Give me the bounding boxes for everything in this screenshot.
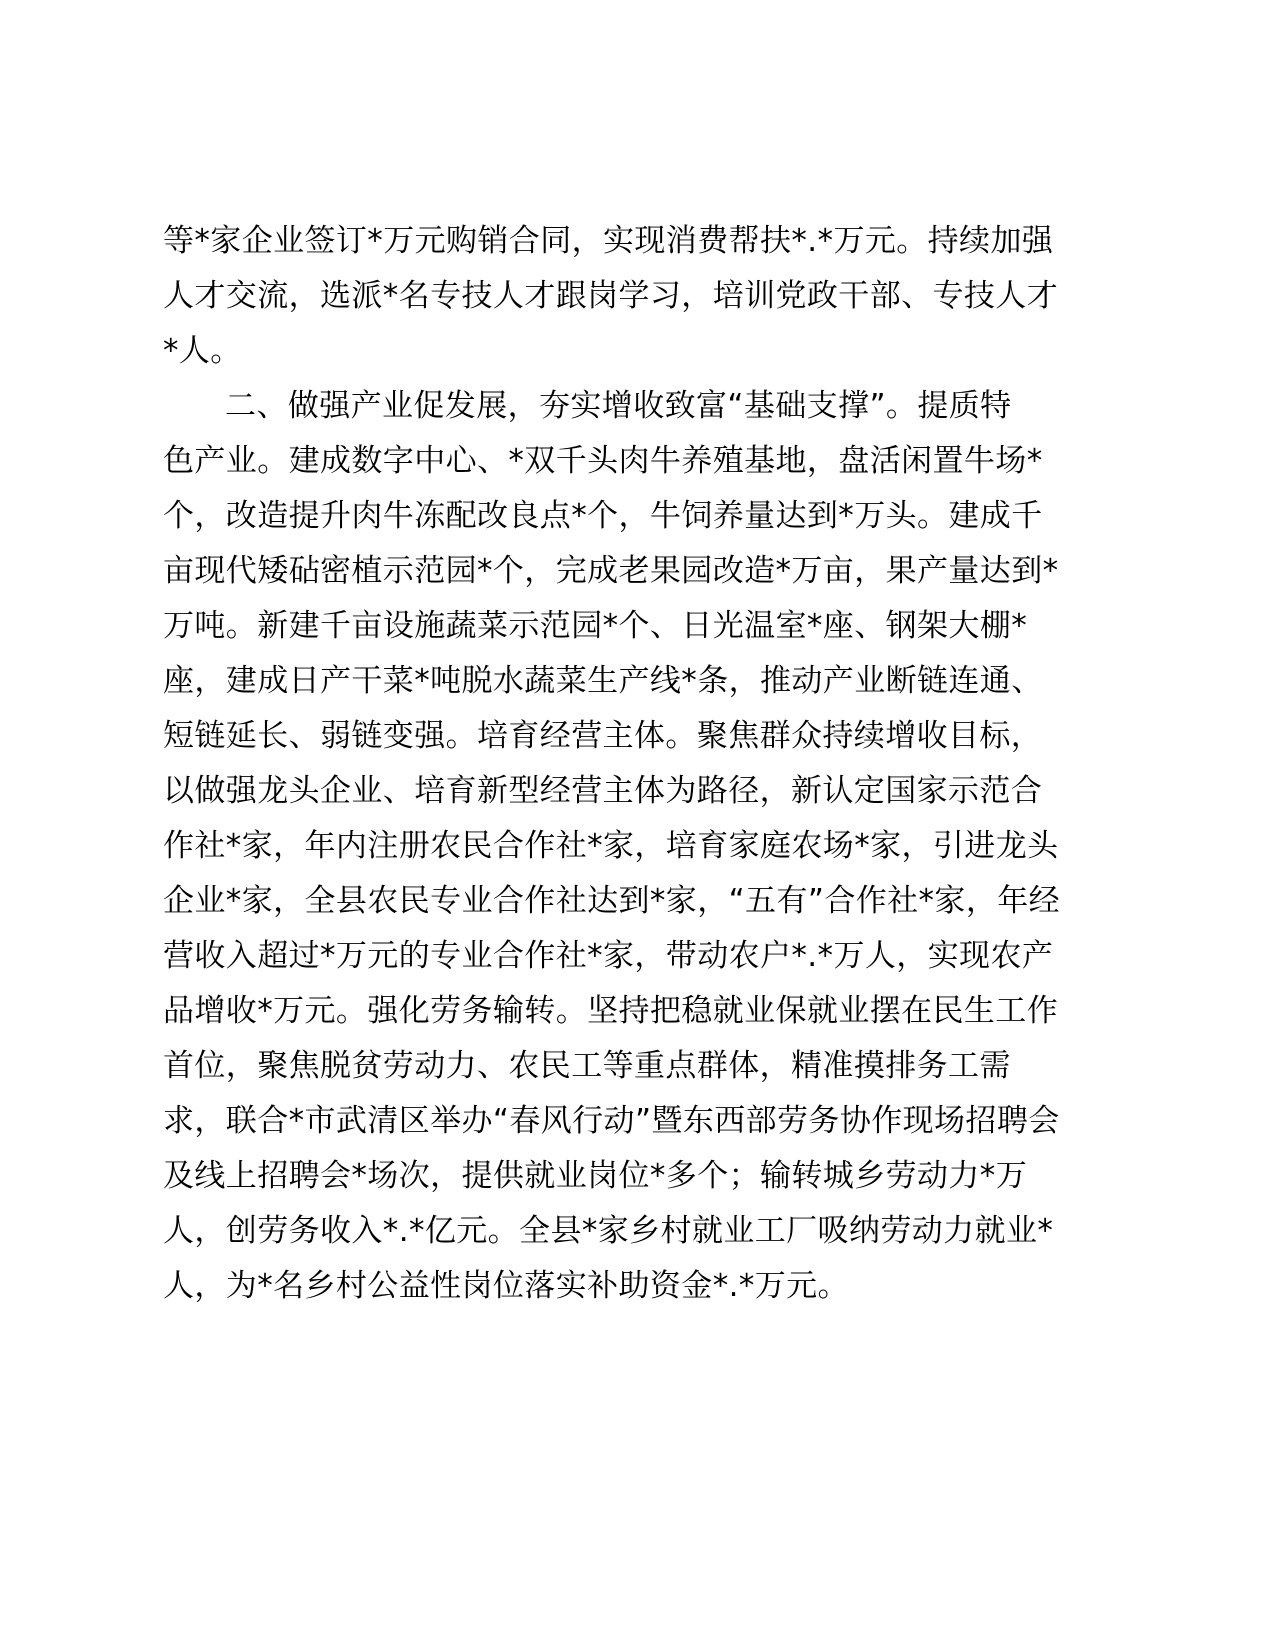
- text-line: 及线上招聘会*场次，提供就业岗位*多个；输转城乡劳动力*万: [163, 1158, 1028, 1194]
- text-line: 品增收*万元。强化劳务输转。坚持把稳就业保就业摆在民生工作: [163, 993, 1059, 1029]
- text-line: 作社*家，年内注册农民合作社*家，培育家庭农场*家，引进龙头: [163, 828, 1059, 864]
- text-line: 人才交流，选派*名专技人才跟岗学习，培训党政干部、专技人才: [163, 278, 1059, 314]
- text-line: 求，联合*市武清区举办“春风行动”暨东西部劳务协作现场招聘会: [163, 1103, 1060, 1139]
- text-line: 短链延长、弱链变强。培育经营主体。聚焦群众持续增收目标，: [163, 718, 1043, 754]
- text-line: 首位，聚焦脱贫劳动力、农民工等重点群体，精准摸排务工需: [163, 1048, 1011, 1084]
- text-line: 万吨。新建千亩设施蔬菜示范园*个、日光温室*座、钢架大棚*: [163, 608, 1028, 644]
- text-line: 企业*家，全县农民专业合作社达到*家，“五有”合作社*家，年经: [163, 883, 1061, 919]
- text-line: *人。: [163, 333, 242, 369]
- text-line: 人，创劳务收入*.*亿元。全县*家乡村就业工厂吸纳劳动力就业*: [163, 1213, 1054, 1249]
- text-line: 等*家企业签订*万元购销合同，实现消费帮扶*.*万元。持续加强: [163, 223, 1054, 259]
- text-line: 以做强龙头企业、培育新型经营主体为路径，新认定国家示范合: [163, 773, 1043, 809]
- text-line: 人，为*名乡村公益性岗位落实补助资金*.*万元。: [163, 1268, 849, 1304]
- text-line: 座，建成日产干菜*吨脱水蔬菜生产线*条，推动产业断链连通、: [163, 663, 1043, 699]
- text-line: 亩现代矮砧密植示范园*个，完成老果园改造*万亩，果产量达到*: [163, 553, 1059, 589]
- text-line: 个，改造提升肉牛冻配改良点*个，牛饲养量达到*万头。建成千: [163, 498, 1043, 534]
- section-heading-line: 二、做强产业促发展，夯实增收致富“基础支撑”。提质特: [225, 388, 1012, 424]
- text-line: 色产业。建成数字中心、*双千头肉牛养殖基地，盘活闲置牛场*: [163, 443, 1043, 479]
- text-line: 营收入超过*万元的专业合作社*家，带动农户*.*万人，实现农产: [163, 938, 1054, 974]
